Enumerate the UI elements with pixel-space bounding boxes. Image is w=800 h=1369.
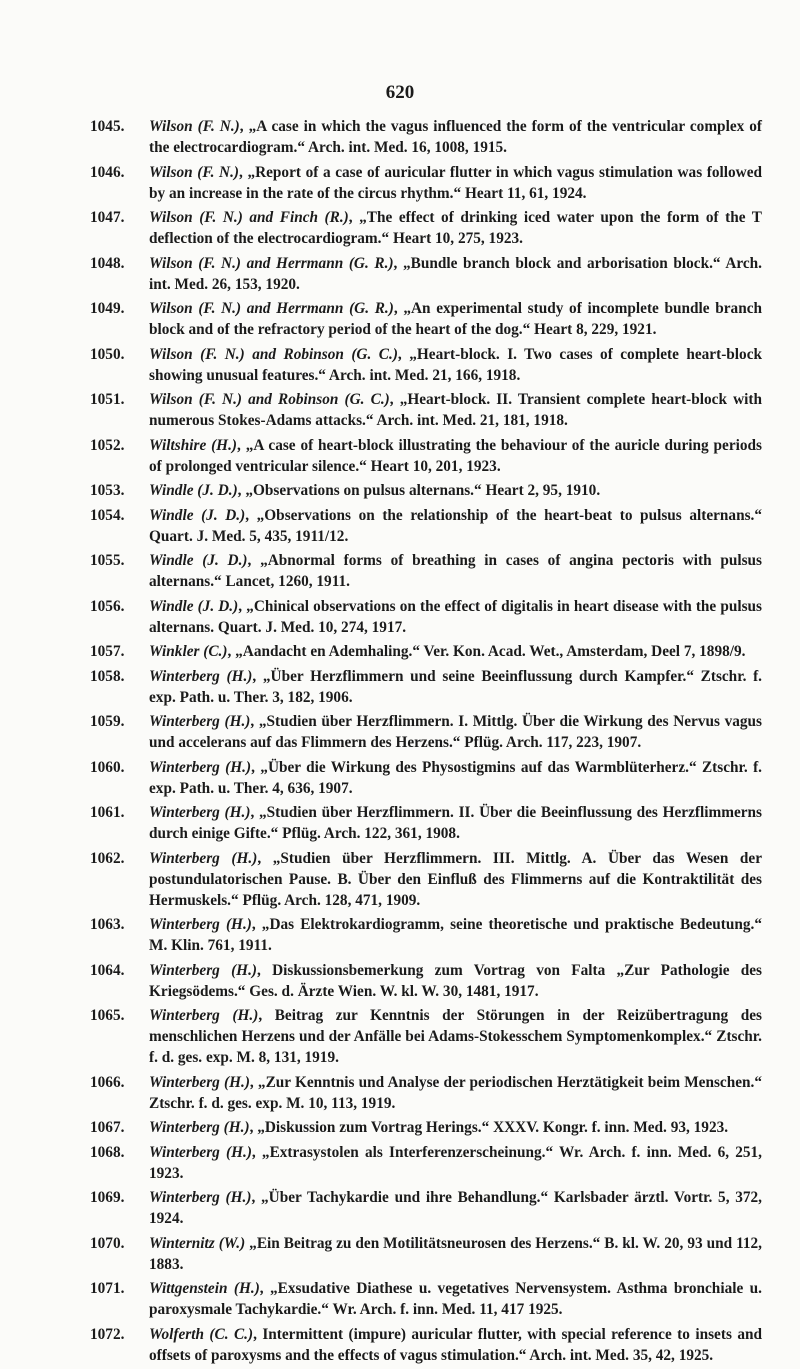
- reference-entry: [90, 389, 762, 431]
- reference-number: 1049.: [90, 300, 125, 317]
- reference-text: , „Das Elektrokardiogramm, seine theoretische und praktische Bedeutung.“ M. Klin. 761, 1911.: [149, 916, 762, 954]
- reference-number: 1067.: [90, 1119, 125, 1136]
- reference-text: , „An experimental study of incomplete bundle branch block and of the refractory period of the heart of the dog.“ Heart 8, 229, 1921.: [149, 300, 762, 338]
- reference-number: 1070.: [90, 1234, 125, 1252]
- reference-text: , „Studien über Herzflimmern. III. Mittlg. A. Über das Wesen der postundulatorischen Pause. B. Über den Einfluß des Flimmerns auf die Kontraktilität des Hermuskels.“ Pflüg. Arch. 128, 471, 1909.: [149, 849, 762, 909]
- reference-number: 1051.: [90, 391, 125, 408]
- reference-number: 1071.: [90, 1280, 125, 1297]
- reference-entry: [90, 344, 762, 386]
- reference-number: 1069.: [90, 1189, 125, 1206]
- reference-number: 1062.: [90, 849, 125, 867]
- reference-text: , „Abnormal forms of breathing in cases of angina pectoris with pulsus alternans.“ Lancet, 1260, 1911.: [149, 552, 762, 590]
- reference-number: 1060.: [90, 758, 125, 776]
- reference-text: , „Zur Kenntnis und Analyse der periodischen Herztätigkeit beim Menschen.“ Ztschr. f. d. ges. exp. M. 10, 113, 1919.: [149, 1073, 762, 1112]
- reference-authors: Wilson (F. N.): [149, 118, 240, 135]
- reference-entry: [90, 162, 762, 204]
- reference-authors: Winterberg (H.): [149, 916, 252, 933]
- reference-entry: [90, 1278, 762, 1320]
- reference-entry: [90, 1117, 762, 1138]
- reference-authors: Wilson (F. N.) and Robinson (G. C.): [149, 391, 390, 408]
- reference-authors: Wilson (F. N.): [149, 163, 239, 181]
- reference-authors: Winkler (C.): [149, 643, 228, 660]
- reference-authors: Winterberg (H.): [149, 961, 257, 979]
- reference-entry: [90, 1187, 762, 1229]
- reference-text: , Diskussionsbemerkung zum Vortrag von Falta „Zur Pathologie des Kriegsödems.“ Ges. d. Ärzte Wien. W. kl. W. 30, 1481, 1917.: [149, 961, 762, 1000]
- reference-entry: [90, 641, 762, 662]
- reference-number: 1047.: [90, 209, 125, 226]
- reference-authors: Winterberg (H.): [149, 667, 253, 685]
- reference-number: 1054.: [90, 506, 125, 524]
- reference-number: 1068.: [90, 1143, 125, 1161]
- reference-number: 1046.: [90, 163, 125, 181]
- reference-authors: Winterberg (H.): [149, 1119, 250, 1136]
- reference-text: , Intermittent (impure) auricular flutter, with special reference to insets and offsets of paroxysms and the effects of vagus stimulation.“ Arch. int. Med. 35, 42, 1925.: [149, 1325, 762, 1364]
- reference-text: , „Aandacht en Ademhaling.“ Ver. Kon. Acad. Wet., Amsterdam, Deel 7, 1898/9.: [227, 643, 746, 660]
- reference-authors: Winterberg (H.): [149, 1073, 250, 1091]
- reference-number: 1063.: [90, 916, 125, 933]
- reference-authors: Wilson (F. N.) and Herrmann (G. R.): [149, 300, 394, 317]
- reference-entry: [90, 666, 762, 708]
- reference-text: , „Über Tachykardie und ihre Behandlung.“ Karlsbader ärztl. Vortr. 5, 372, 1924.: [149, 1189, 763, 1227]
- reference-text: , „Observations on the relationship of the heart-beat to pulsus alternans.“ Quart. J. Med. 5, 435, 1911/12.: [149, 506, 762, 545]
- reference-authors: Windle (J. D.): [149, 552, 248, 569]
- reference-entry: [90, 757, 762, 799]
- reference-entry: [90, 298, 762, 340]
- reference-authors: Wittgenstein (H.): [149, 1280, 260, 1297]
- reference-text: , „Diskussion zum Vortrag Herings.“ XXXV. Kongr. f. inn. Med. 93, 1923.: [249, 1119, 729, 1136]
- reference-text: , „Über die Wirkung des Physostigmins auf das Warmblüterherz.“ Ztschr. f. exp. Path. u. Ther. 4, 636, 1907.: [149, 758, 763, 797]
- reference-number: 1056.: [90, 597, 125, 615]
- reference-authors: Winterberg (H.): [149, 758, 252, 776]
- reference-number: 1072.: [90, 1325, 125, 1343]
- reference-entry: [90, 848, 762, 911]
- reference-entry: [90, 711, 762, 753]
- reference-entry: [90, 1324, 762, 1366]
- reference-text: , „A case of heart-block illustrating the behaviour of the auricle during periods of prolonged ventricular silence.“ Heart 10, 201, 1923.: [149, 436, 762, 475]
- reference-number: 1061.: [90, 804, 125, 821]
- reference-number: 1055.: [90, 552, 125, 569]
- reference-entry: [90, 1072, 762, 1114]
- reference-text: , „Bundle branch block and arborisation block.“ Arch. int. Med. 26, 153, 1920.: [149, 254, 763, 293]
- reference-text: , „Studien über Herzflimmern. II. Über die Beeinflussung des Herzflimmerns durch einige Gifte.“ Pflüg. Arch. 122, 361, 1908.: [149, 804, 762, 842]
- reference-text: , „Exsudative Diathese u. vegetatives Nervensystem. Asthma bronchiale u. paroxysmale Tachykardie.“ Wr. Arch. f. inn. Med. 11, 417 1925.: [149, 1280, 762, 1318]
- page-number: 620: [385, 82, 415, 103]
- reference-list: [90, 116, 762, 1369]
- reference-number: 1045.: [90, 118, 125, 135]
- reference-text: , „Studien über Herzflimmern. I. Mittlg. Über die Wirkung des Nervus vagus und accelerans auf das Flimmern des Herzens.“ Pflüg. Arch. 117, 223, 1907.: [149, 713, 763, 751]
- reference-number: 1048.: [90, 254, 125, 272]
- reference-number: 1053.: [90, 482, 125, 499]
- reference-entry: [90, 1005, 762, 1068]
- reference-text: , „Extrasystolen als Interferenzerscheinung.“ Wr. Arch. f. inn. Med. 6, 251, 1923.: [149, 1143, 762, 1182]
- reference-entry: [90, 505, 762, 547]
- reference-text: , „Heart-block. I. Two cases of complete heart-block showing unusual features.“ Arch. int. Med. 21, 166, 1918.: [149, 345, 762, 384]
- reference-authors: Windle (J. D.): [149, 506, 246, 524]
- reference-entry: [90, 596, 762, 638]
- reference-text: , „Heart-block. II. Transient complete heart-block with numerous Stokes-Adams attacks.“ Arch. int. Med. 21, 181, 1918.: [149, 391, 762, 429]
- reference-authors: Windle (J. D.): [149, 482, 238, 499]
- reference-number: 1065.: [90, 1007, 125, 1024]
- reference-text: , „The effect of drinking iced water upon the form of the T deflection of the electrocardiogram.“ Heart 10, 275, 1923.: [149, 209, 762, 247]
- reference-authors: Wilson (F. N.) and Herrmann (G. R.): [149, 254, 394, 272]
- reference-text: , „A case in which the vagus influenced the form of the ventricular complex of the electrocardiogram.“ Arch. int. Med. 16, 1008, 1915.: [149, 118, 762, 156]
- reference-entry: [90, 802, 762, 844]
- reference-text: , „Report of a case of auricular flutter in which vagus stimulation was followed by an increase in the rate of the circus rhythm.“ Heart 11, 61, 1924.: [149, 163, 763, 202]
- reference-authors: Winterberg (H.): [149, 849, 258, 867]
- reference-entry: [90, 435, 762, 477]
- reference-authors: Winterberg (H.): [149, 1007, 259, 1024]
- reference-number: 1050.: [90, 345, 125, 363]
- reference-text: , „Über Herzflimmern und seine Beeinflussung durch Kampfer.“ Ztschr. f. exp. Path. u. Ther. 3, 182, 1906.: [149, 667, 762, 706]
- reference-entry: [90, 253, 762, 295]
- reference-number: 1058.: [90, 667, 125, 685]
- reference-entry: [90, 480, 762, 501]
- reference-entry: [90, 116, 762, 158]
- reference-entry: [90, 1142, 762, 1184]
- reference-text: , „Observations on pulsus alternans.“ Heart 2, 95, 1910.: [237, 482, 601, 499]
- reference-authors: Winterberg (H.): [149, 1189, 252, 1206]
- reference-authors: Wilson (F. N.) and Robinson (G. C.): [149, 345, 398, 363]
- reference-authors: Winternitz (W.): [149, 1234, 246, 1252]
- reference-authors: Winterberg (H.): [149, 713, 251, 730]
- reference-entry: [90, 207, 762, 249]
- reference-entry: [90, 550, 762, 592]
- reference-number: 1057.: [90, 643, 125, 660]
- reference-authors: Wiltshire (H.): [149, 436, 238, 454]
- reference-entry: [90, 960, 762, 1002]
- reference-text: , „Chinical observations on the effect of digitalis in heart disease with the pulsus alternans. Quart. J. Med. 10, 274, 1917.: [149, 597, 762, 636]
- reference-text: , Beitrag zur Kenntnis der Störungen in der Reizübertragung des menschlichen Herzens und der Anfälle bei Adams-Stokesschem Symptomenkomplex.“ Ztschr. f. d. ges. exp. M. 8, 131, 1919.: [149, 1007, 762, 1066]
- reference-authors: Wolferth (C. C.): [149, 1325, 254, 1343]
- reference-authors: Winterberg (H.): [149, 804, 251, 821]
- reference-number: 1059.: [90, 713, 125, 730]
- reference-authors: Windle (J. D.): [149, 597, 239, 615]
- reference-number: 1052.: [90, 436, 125, 454]
- reference-entry: [90, 914, 762, 956]
- reference-number: 1066.: [90, 1073, 125, 1091]
- reference-number: 1064.: [90, 961, 125, 979]
- reference-text: „Ein Beitrag zu den Motilitätsneurosen des Herzens.“ B. kl. W. 20, 93 und 112, 1883.: [149, 1234, 763, 1273]
- reference-authors: Winterberg (H.): [149, 1143, 252, 1161]
- reference-authors: Wilson (F. N.) and Finch (R.): [149, 209, 349, 226]
- reference-entry: [90, 1233, 762, 1275]
